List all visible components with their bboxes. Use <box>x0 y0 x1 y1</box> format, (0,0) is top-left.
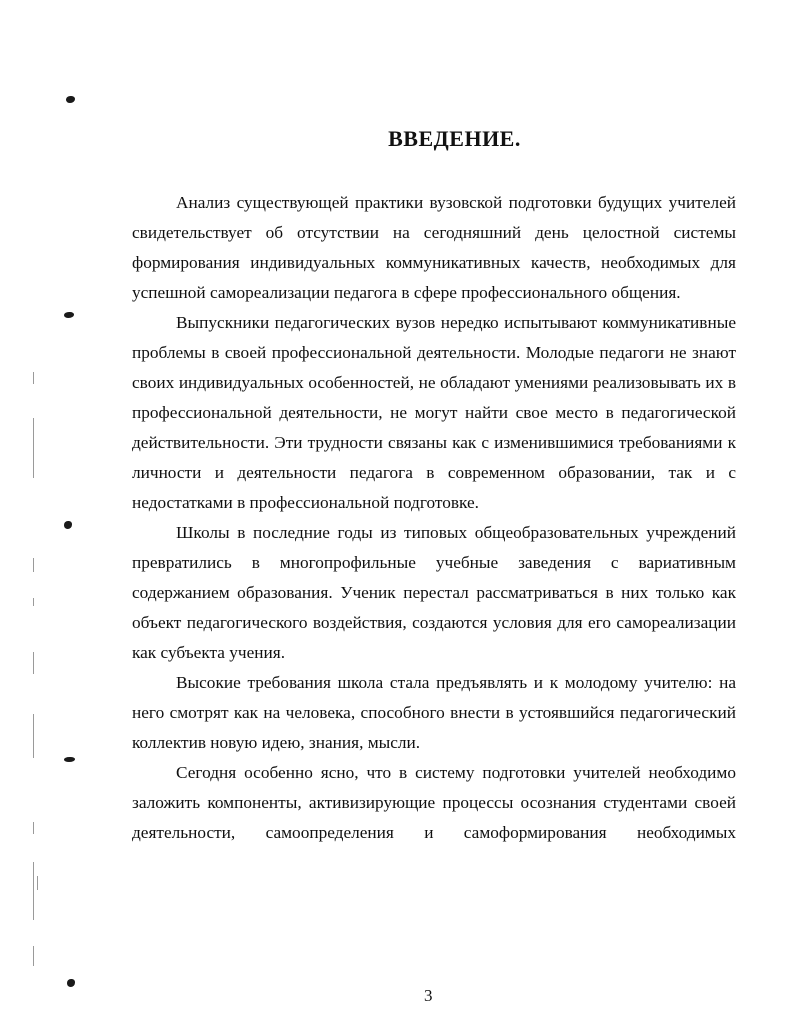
scan-line <box>33 714 34 758</box>
scan-line <box>33 372 34 384</box>
page-number: 3 <box>424 986 433 1005</box>
scan-line <box>33 946 34 966</box>
scan-line <box>33 598 34 606</box>
scan-line <box>33 652 34 674</box>
scan-line <box>37 876 38 890</box>
scan-line <box>33 418 34 478</box>
scan-speck <box>64 757 75 762</box>
paragraph: Сегодня особенно ясно, что в систему подготовки учителей необходимо заложить компоненты, активизирующие процессы осознания студентами своей деятельности, самоопределения и самоформирования необходимых <box>132 763 736 842</box>
paragraph: Выпускники педагогических вузов нередко испытывают коммуникативные проблемы в своей профессиональной деятельности. Молодые педагоги не знают своих индивидуальных особенностей, не обладают умениями реализовывать их в профессиональной деятельности, не могут найти свое место в педагогической действительности. Эти трудности связаны как с изменившимися требованиями к личности и деятельности педагога в современном образовании, так и с недостатками в профессиональной подготовке. <box>132 313 736 512</box>
scan-line <box>33 822 34 834</box>
paragraph: Высокие требования школа стала предъявлять и к молодому учителю: на него смотрят как на человека, способного внести в устоявшийся педагогический коллектив новую идею, знания, мысли. <box>132 673 736 752</box>
scan-line <box>33 862 34 920</box>
scan-speck <box>66 96 75 103</box>
body-text <box>132 188 736 848</box>
scan-speck <box>67 979 75 987</box>
paragraph: Школы в последние годы из типовых общеобразовательных учреждений превратились в многопрофильные учебные заведения с вариативным содержанием образования. Ученик перестал рассматриваться в них только как объект педагогического воздействия, создаются условия для его самореализации как субъекта учения. <box>132 523 736 662</box>
scan-speck <box>64 312 74 318</box>
scan-speck <box>64 521 72 529</box>
paragraph: Анализ существующей практики вузовской подготовки будущих учителей свидетельствует об отсутствии на сегодняшний день целостной системы формирования индивидуальных коммуникативных качеств, необходимых для успешной самореализации педагога в сфере профессионального общения. <box>132 193 736 302</box>
scan-line <box>33 558 34 572</box>
page-title: ВВЕДЕНИЕ. <box>388 126 521 151</box>
